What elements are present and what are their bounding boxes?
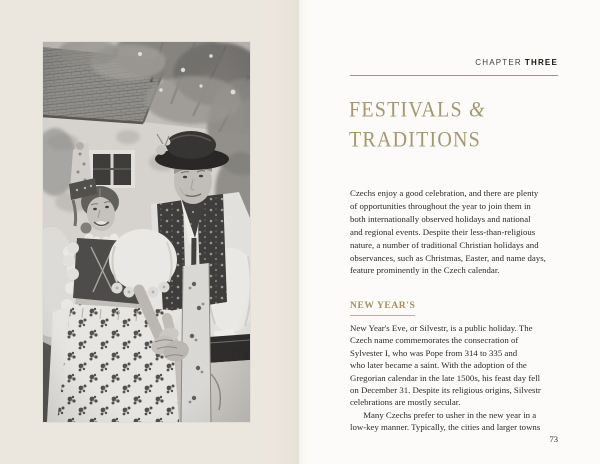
text-line: both internationally observed holidays and national [350,213,531,224]
header-rule [350,75,558,76]
text-line: feature prominently in the Czech calendar. [350,265,500,276]
new-years-paragraphs [350,322,560,434]
text-line: low-key manner. Typically, the cities and larger towns [350,422,541,433]
text-line: Czech name commemorates the consecration of [350,335,519,346]
page-number: 73 [549,434,558,444]
section-heading [350,295,415,316]
text-line: Gregorian calendar in the late 1500s, his feast day fell [350,372,541,383]
title-ampersand: & [469,97,486,122]
costume-photo [43,42,250,422]
chapter-title [349,95,486,155]
text-line: observances, such as Christmas, Easter, and name days, [350,252,546,263]
vignette-overlay [43,42,250,422]
chapter-label: CHAPTER [475,58,522,67]
text-line: celebrations are mostly secular. [350,397,461,408]
left-page [0,0,299,464]
text-line: on December 31. Despite its religious origins, Silvestr [350,385,541,396]
title-word-1: FESTIVALS [349,97,463,122]
intro-paragraph [350,187,560,277]
text-line: New Year's Eve, or Silvestr, is a public holiday. The [350,323,533,333]
text-line: who later became a saint. With the adoption of the [350,360,527,371]
section-heading-text: NEW YEAR'S [350,301,415,316]
right-page [299,0,600,464]
costume-photo-illustration [43,42,250,422]
text-line: nature, a number of traditional Christian holidays and [350,239,539,250]
chapter-header [350,58,558,67]
text-line: Sylvester I, who was Pope from 314 to 335 and [350,347,518,358]
text-line: and regional events. Despite their less-than-religious [350,226,536,237]
text-line: of opportunities throughout the year to join them in [350,200,531,211]
title-word-2: TRADITIONS [349,127,481,153]
text-line: Czechs enjoy a good celebration, and there are plenty [350,188,539,198]
text-line: Many Czechs prefer to usher in the new year in a [350,409,537,420]
chapter-number: THREE [524,58,558,67]
